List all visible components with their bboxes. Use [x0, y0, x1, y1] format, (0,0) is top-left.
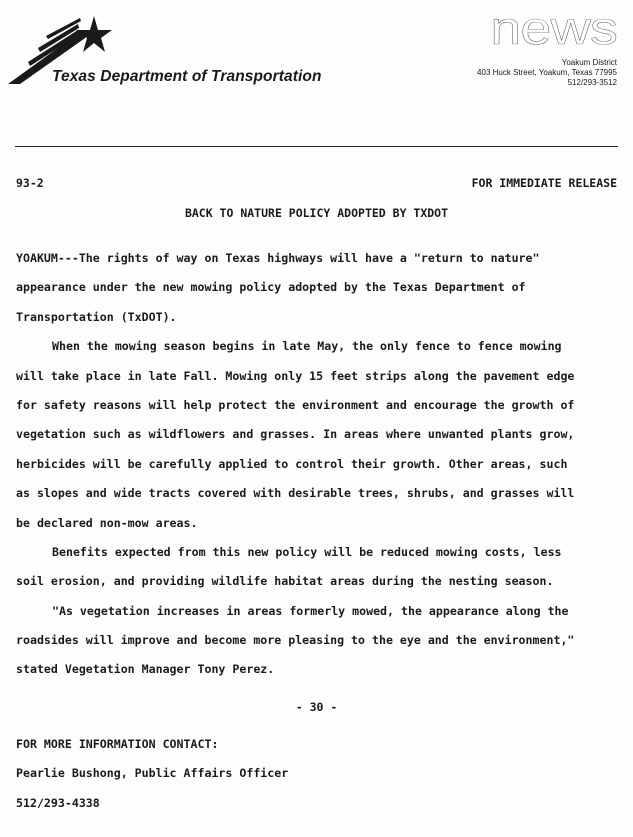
body-line: stated Vegetation Manager Tony Perez. [16, 662, 275, 677]
district-phone: 512/293-3512 [567, 78, 617, 87]
department-name: Texas Department of Transportation [52, 68, 322, 85]
release-number: 93-2 [16, 176, 44, 190]
header-divider [15, 146, 618, 147]
body-line: roadsides will improve and become more pleasing to the eye and the environment," [16, 633, 575, 648]
body-line: YOAKUM---The rights of way on Texas highways will have a "return to nature" [16, 251, 540, 265]
body-line: "As vegetation increases in areas formerly mowed, the appearance along the [52, 603, 569, 618]
body-line: as slopes and wide tracts covered with desirable trees, shrubs, and grasses will [16, 486, 575, 501]
txdot-logo [8, 8, 358, 88]
body-line: for safety reasons will help protect the environment and encourage the growth of [16, 397, 575, 412]
end-marker: - 30 - [295, 700, 338, 714]
body-line: herbicides will be carefully applied to control their growth. Other areas, such [16, 456, 568, 471]
body-line: When the mowing season begins in late May, the only fence to fence mowing [52, 339, 562, 354]
body-line: Benefits expected from this new policy will be reduced mowing costs, less [52, 544, 562, 559]
body-line: appearance under the new mowing policy adopted by the Texas Department of [16, 280, 526, 295]
contact-block [16, 730, 288, 818]
press-release-body [16, 244, 626, 685]
contact-phone: 512/293-4338 [16, 795, 100, 810]
body-line: Transportation (TxDOT). [16, 309, 177, 324]
headline: BACK TO NATURE POLICY ADOPTED BY TXDOT [184, 206, 449, 220]
body-line: will take place in late Fall. Mowing only 15 feet strips along the pavement edge [16, 368, 575, 383]
body-line: soil erosion, and providing wildlife habitat areas during the nesting season. [16, 574, 554, 589]
contact-heading: FOR MORE INFORMATION CONTACT: [16, 737, 219, 751]
release-tag: FOR IMMEDIATE RELEASE [471, 176, 617, 190]
news-wordmark: news [490, 2, 617, 54]
district-address: 403 Huck Street, Yoakum, Texas 77995 [477, 68, 617, 77]
news-masthead [417, 2, 617, 88]
body-line: be declared non-mow areas. [16, 515, 198, 530]
body-line: vegetation such as wildflowers and grasses. In areas where unwanted plants grow, [16, 427, 575, 442]
district-name: Yoakum District [561, 58, 617, 67]
contact-name: Pearlie Bushong, Public Affairs Officer [16, 766, 289, 781]
